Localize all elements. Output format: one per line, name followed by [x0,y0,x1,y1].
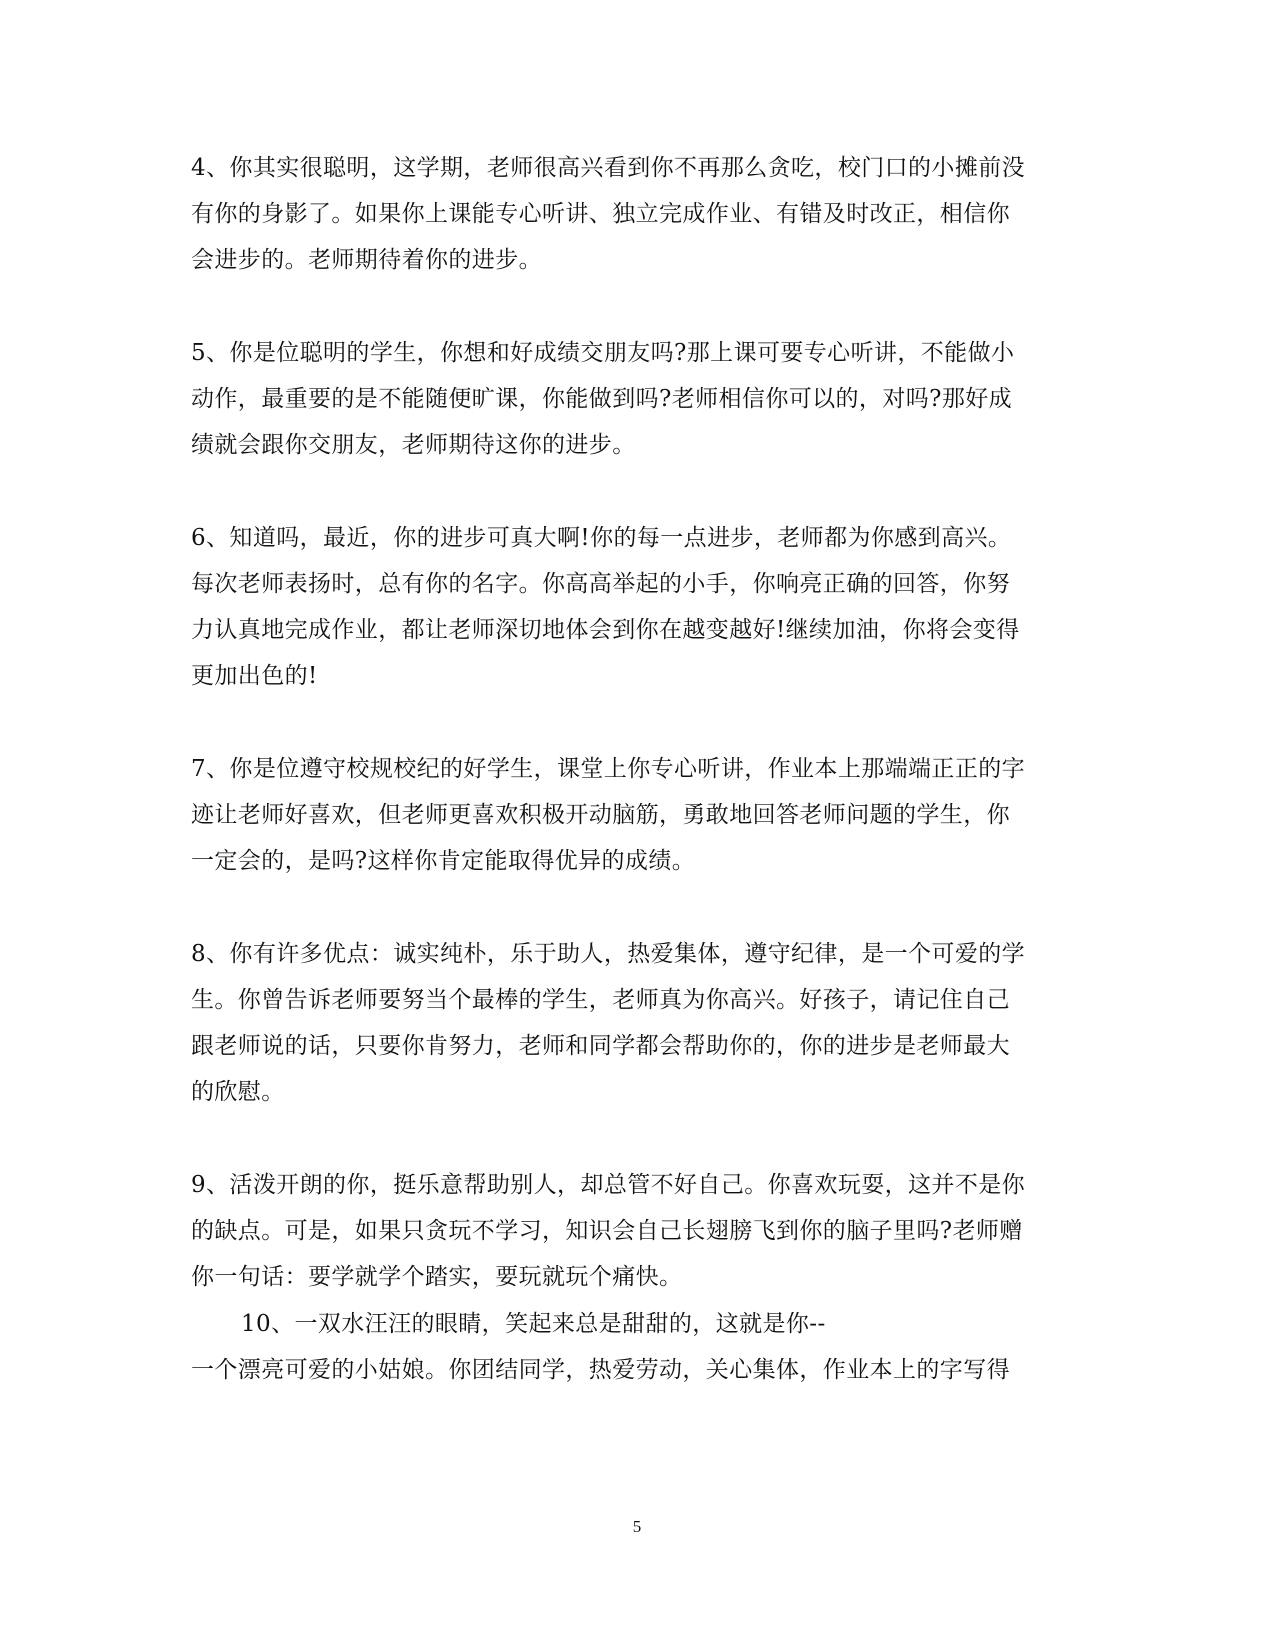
paragraph-7-line-1: 7、你是位遵守校规校纪的好学生，课堂上你专心听讲，作业本上那端端正正的字 [191,756,1026,782]
paragraph-4-line-3: 会进步的。老师期待着你的进步。 [191,247,542,273]
paragraph-8-line-1: 8、你有许多优点：诚实纯朴，乐于助人，热爱集体，遵守纪律，是一个可爱的学 [191,941,1026,967]
paragraph-6-line-2: 每次老师表扬时，总有你的名字。你高高举起的小手，你响亮正确的回答，你努 [191,571,1010,597]
paragraph-6-line-4: 更加出色的! [191,663,318,689]
paragraph-4-line-2: 有你的身影了。如果你上课能专心听讲、独立完成作业、有错及时改正，相信你 [191,201,1010,227]
paragraph-6-line-3: 力认真地完成作业，都让老师深切地体会到你在越变越好!继续加油，你将会变得 [191,617,1020,643]
paragraph-4-line-1: 4、你其实很聪明，这学期，老师很高兴看到你不再那么贪吃，校门口的小摊前没 [191,155,1026,181]
paragraph-7-line-3: 一定会的，是吗?这样你肯定能取得优异的成绩。 [191,848,696,874]
paragraph-8-line-2: 生。你曾告诉老师要努当个最棒的学生，老师真为你高兴。好孩子，请记住自己 [191,987,1010,1013]
paragraph-8-line-3: 跟老师说的话，只要你肯努力，老师和同学都会帮助你的，你的进步是老师最大 [191,1033,1010,1059]
paragraph-5-line-2: 动作，最重要的是不能随便旷课，你能做到吗?老师相信你可以的，对吗?那好成 [191,386,1013,412]
paragraph-6-line-1: 6、知道吗，最近，你的进步可真大啊!你的每一点进步，老师都为你感到高兴。 [191,525,1012,551]
paragraph-8-line-4: 的欣慰。 [191,1079,285,1105]
paragraph-5-line-1: 5、你是位聪明的学生，你想和好成绩交朋友吗?那上课可要专心听讲，不能做小 [191,340,1015,366]
paragraph-7-line-2: 迹让老师好喜欢，但老师更喜欢积极开动脑筋，勇敢地回答老师问题的学生，你 [191,802,1010,828]
paragraph-10-line-2: 一个漂亮可爱的小姑娘。你团结同学，热爱劳动，关心集体，作业本上的字写得 [191,1357,1010,1383]
paragraph-10-line-1: 10、一双水汪汪的眼睛，笑起来总是甜甜的，这就是你-- [241,1311,826,1337]
page-number: 5 [632,1517,642,1536]
paragraph-5-line-3: 绩就会跟你交朋友，老师期待这你的进步。 [191,432,636,458]
paragraph-9-line-1: 9、活泼开朗的你，挺乐意帮助别人，却总管不好自己。你喜欢玩耍，这并不是你 [191,1172,1026,1198]
paragraph-9-line-2: 的缺点。可是，如果只贪玩不学习，知识会自己长翅膀飞到你的脑子里吗?老师赠 [191,1218,1023,1244]
paragraph-9-line-3: 你一句话：要学就学个踏实，要玩就玩个痛快。 [191,1264,683,1290]
